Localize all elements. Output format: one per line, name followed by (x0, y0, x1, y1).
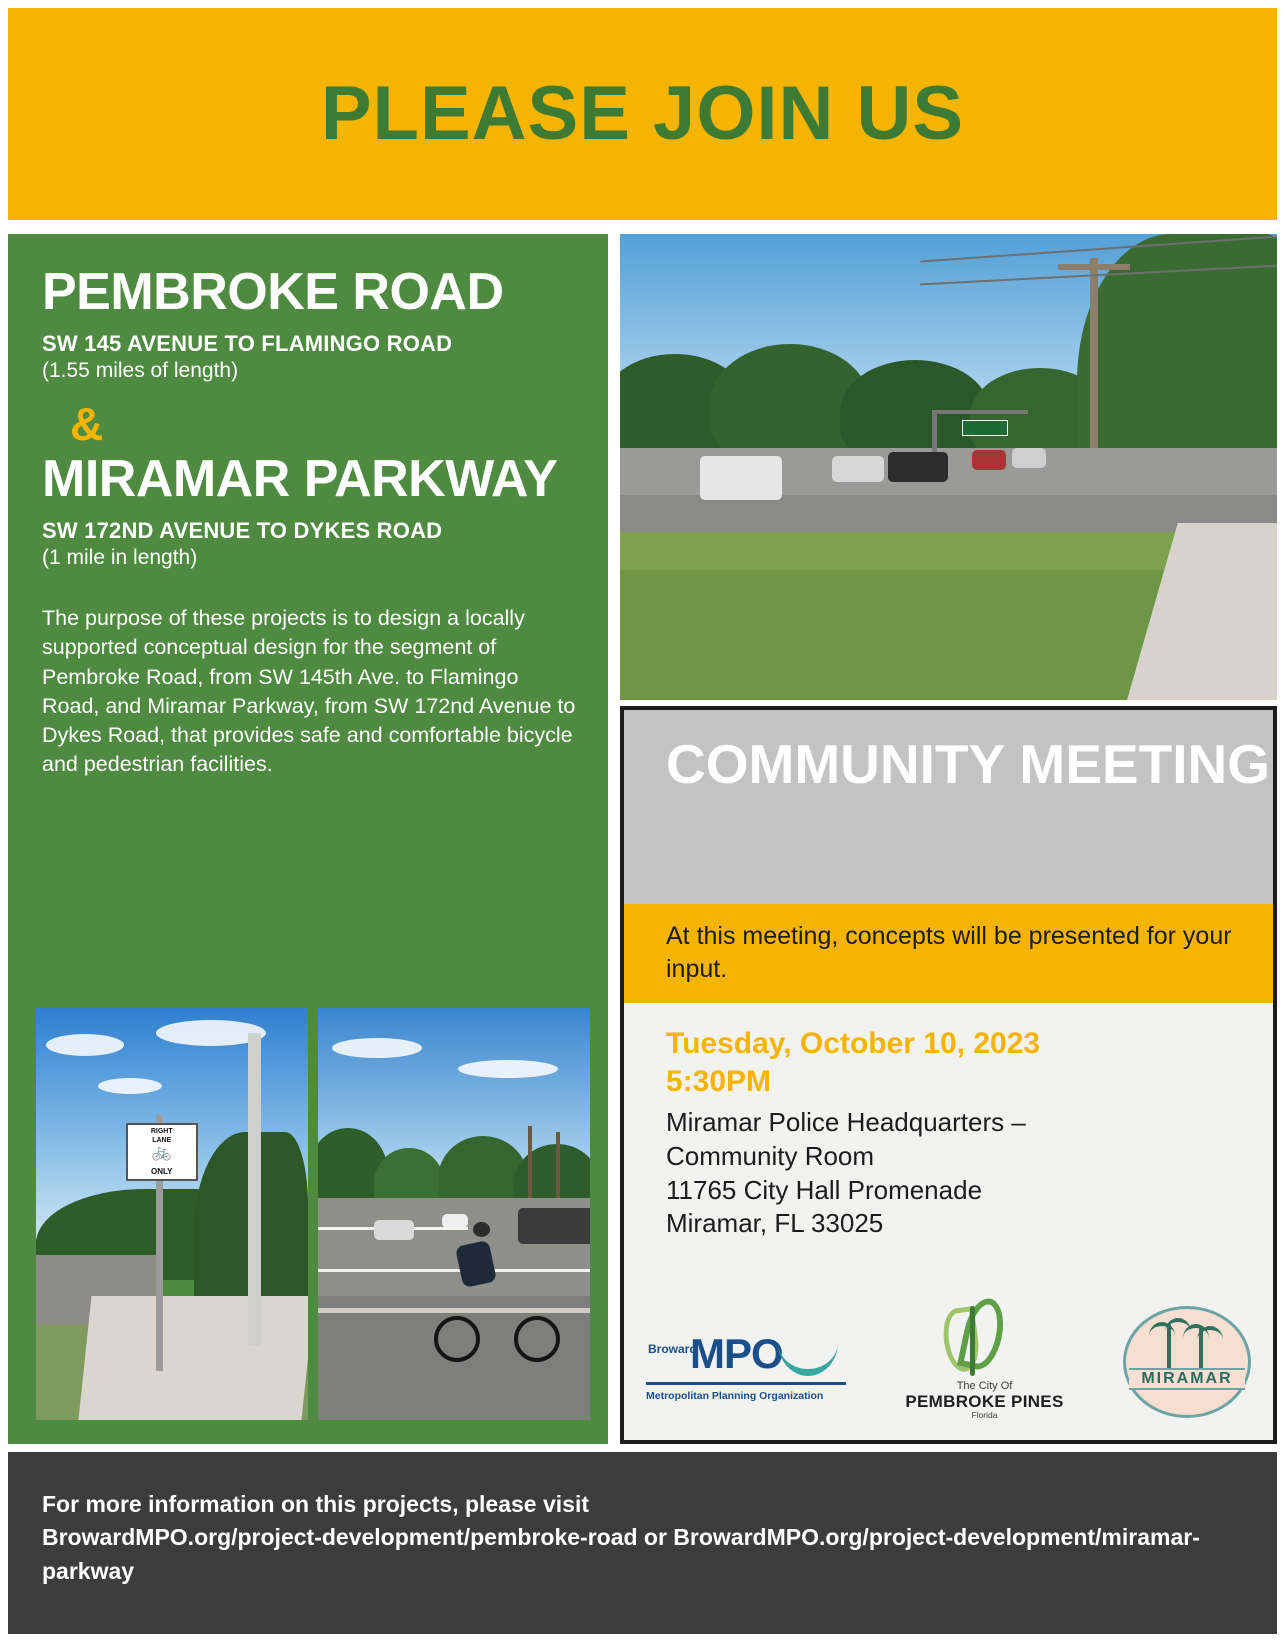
meeting-date: Tuesday, October 10, 2023 (666, 1027, 1041, 1060)
sign-line-3: ONLY (151, 1167, 173, 1177)
sign-line-2: LANE (152, 1137, 172, 1145)
road1-length: (1.55 miles of length) (42, 359, 239, 383)
miramar-logo (1123, 1306, 1251, 1418)
sign-line-1: RIGHT (150, 1128, 173, 1136)
meeting-details (624, 1003, 1273, 1241)
meeting-time: 5:30PM (666, 1064, 772, 1098)
pines-state-text: Florida (971, 1410, 998, 1420)
mpo-subtitle-text: Metropolitan Planning Organization (646, 1390, 824, 1402)
ampersand-separator: & (70, 398, 104, 451)
signal-mast-arm (932, 410, 1028, 414)
cloud (332, 1038, 422, 1058)
photo-cyclist-roadway (318, 1008, 590, 1420)
utility-pole (248, 1033, 261, 1346)
partner-logos (624, 1294, 1273, 1424)
header-banner (8, 8, 1277, 220)
community-meeting-card (620, 706, 1277, 1444)
vehicle (832, 456, 884, 482)
vehicle (972, 450, 1006, 470)
vehicle (518, 1208, 590, 1244)
vehicle (888, 452, 948, 482)
meeting-callout-text: At this meeting, concepts will be presented for your input. (666, 922, 1232, 983)
photo-row (36, 1008, 590, 1420)
footer-line-1: For more information on this projects, please visit (42, 1491, 589, 1517)
meeting-address: 11765 City Hall Promenade (666, 1174, 983, 1205)
cloud (458, 1060, 558, 1078)
mpo-broward-text: Broward (648, 1342, 697, 1356)
pembroke-pines-logo (892, 1298, 1077, 1418)
pines-name-text: PEMBROKE PINES (905, 1392, 1064, 1411)
sidewalk (78, 1296, 308, 1420)
road1-limits: SW 145 AVENUE TO FLAMINGO ROAD (42, 331, 453, 357)
mpo-swoosh-icon (778, 1342, 838, 1376)
page-title: PLEASE JOIN US (320, 71, 965, 156)
bicycle-wheel (434, 1316, 480, 1362)
meeting-header (624, 710, 1273, 904)
photo-sidewalk-bike-sign (36, 1008, 308, 1420)
project-purpose-text: The purpose of these projects is to design a locally supported conceptual design for the segment of Pembroke Road, from SW 145th Ave. to Flamingo Road, and Miramar Parkway, from SW 172nd Avenue to Dykes Road, that provides safe and comfortable bicycle and pedestrian facilities. (42, 606, 576, 777)
miramar-name-text: MIRAMAR (1141, 1370, 1233, 1387)
street-name-sign (962, 420, 1008, 436)
cloud (98, 1078, 162, 1094)
road2-title: MIRAMAR PARKWAY (42, 450, 558, 509)
mpo-divider (646, 1382, 846, 1385)
bicycle-icon: 🚲 (151, 1144, 172, 1162)
meeting-venue-line-2: Community Room (666, 1140, 875, 1171)
meeting-city-state-zip: Miramar, FL 33025 (666, 1208, 884, 1239)
bicycle-wheel (514, 1316, 560, 1362)
meeting-title: COMMUNITY MEETING (666, 733, 1270, 795)
utility-crossarm (1058, 264, 1130, 270)
road1-title: PEMBROKE ROAD (42, 263, 504, 321)
stem-shape (970, 1306, 975, 1376)
curb (318, 1308, 590, 1313)
vehicle (374, 1220, 414, 1240)
bike-lane-sign (126, 1123, 198, 1181)
vehicle (442, 1214, 468, 1228)
broward-mpo-logo (646, 1322, 846, 1418)
pines-city-of-text: The City Of (956, 1380, 1013, 1392)
road2-length: (1 mile in length) (42, 546, 198, 570)
lane-line (318, 1269, 590, 1272)
pines-leaf-icon (936, 1298, 1028, 1376)
road2-limits: SW 172ND AVENUE TO DYKES ROAD (42, 518, 443, 544)
vehicle (700, 456, 782, 500)
vehicle (1012, 448, 1046, 468)
utility-pole (1090, 258, 1098, 468)
meeting-venue-line-1: Miramar Police Headquarters – (666, 1107, 1026, 1137)
footer-bar (8, 1452, 1277, 1634)
meeting-callout-band (624, 904, 1273, 1003)
mpo-acronym-text: MPO (690, 1330, 783, 1377)
footer-line-2: BrowardMPO.org/project-development/pembroke-road or BrowardMPO.org/project-development/miramar-parkway (42, 1524, 1200, 1584)
photo-corridor-hero (620, 234, 1277, 700)
cloud (46, 1034, 124, 1056)
